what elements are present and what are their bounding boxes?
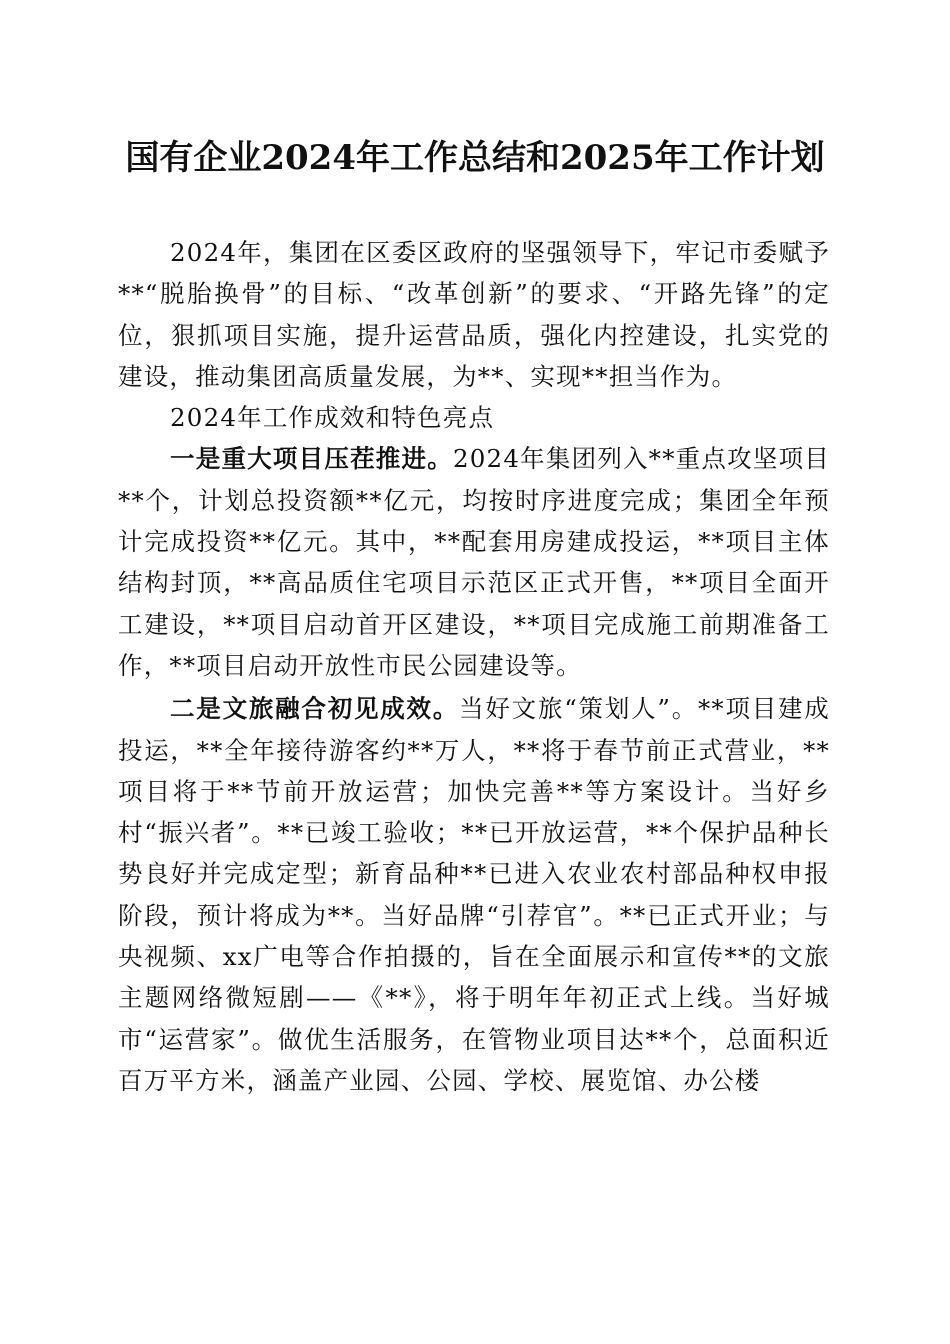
point-1-text: 2024年集团列入**重点攻坚项目**个，计划总投资额**亿元，均按时序进度完成；集团全年预计完成投资**亿元。其中，**配套用房建成投运，**项目主体结构封顶，**高品质住宅项目示范区正式开售，**项目全面开工建设，**项目启动首开区建设，**项目完成施工前期准备工作，**项目启动开放性市民公园建设等。 xyxy=(118,444,831,680)
section-heading: 2024年工作成效和特色亮点 xyxy=(170,403,495,433)
point-1-lead: 一是重大项目压茬推进。 xyxy=(170,444,453,474)
point-1-paragraph xyxy=(118,438,830,686)
point-2-text: 当好文旅“策划人”。**项目建成投运，**全年接待游客约**万人，**将于春节前正式营业，**项目将于**节前开放运营；加快完善**等方案设计。当好乡村“振兴者”。**已竣工验收；**已开放运营，**个保护品种长势良好并完成定型；新育品种**已进入农业农村部品种权申报阶段，预计将成为**。当好品牌“引荐官”。**已正式开业；与央视频、xx广电等合作拍摄的，旨在全面展示和宣传**的文旅主题网络微短剧——《**》，将于明年年初正式上线。当好城市“运营家”。做优生活服务，在管物业项目达**个，总面积近百万平方米，涵盖产业园、公园、学校、展览馆、办公楼 xyxy=(118,694,831,1095)
intro-paragraph: 2024年，集团在区委区政府的坚强领导下，牢记市委赋予**“脱胎换骨”的目标、“改革创新”的要求、“开路先锋”的定位，狠抓项目实施，提升运营品质，强化内控建设，扎实党的建设，推动集团高质量发展，为**、实现**担当作为。 xyxy=(118,238,830,391)
point-2-lead: 二是文旅融合初见成效。 xyxy=(170,694,460,724)
document-body xyxy=(118,232,830,1101)
point-2-paragraph xyxy=(118,688,830,1101)
document-title: 国有企业2024年工作总结和2025年工作计划 xyxy=(125,138,825,178)
